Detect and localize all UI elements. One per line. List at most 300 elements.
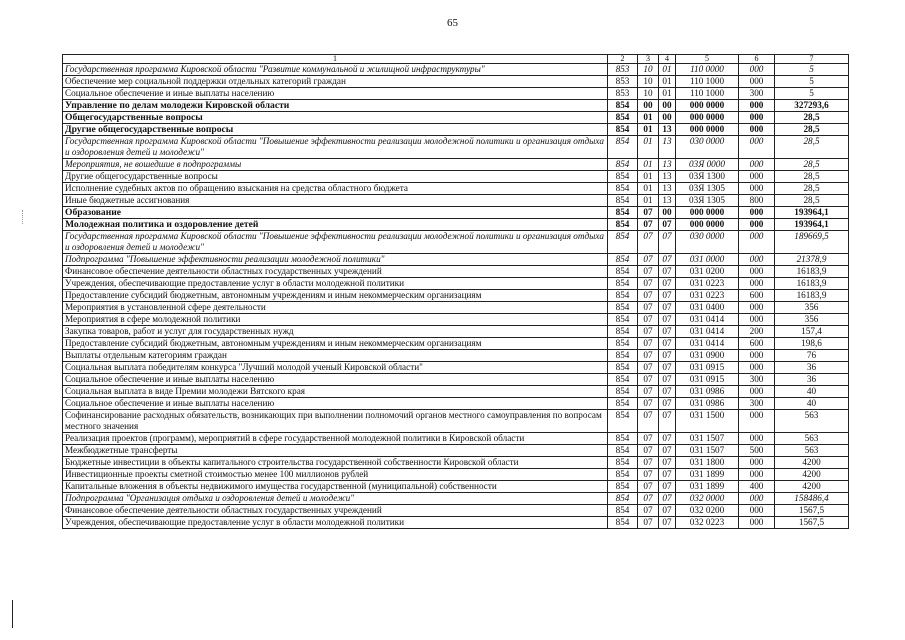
row-subsection-cell: 07 xyxy=(659,314,676,326)
row-name-cell: Другие общегосударственные вопросы xyxy=(63,124,608,136)
row-expense-type-cell: 000 xyxy=(739,64,775,76)
page-number: 65 xyxy=(447,17,458,29)
table-row xyxy=(63,457,849,469)
row-amount-cell: 16183,9 xyxy=(775,290,849,302)
row-section-cell: 10 xyxy=(638,76,659,88)
row-section-cell: 07 xyxy=(638,207,659,219)
row-target-article-cell: 030 0000 xyxy=(676,136,739,159)
row-admin-code-cell: 854 xyxy=(608,266,638,278)
row-amount-cell: 563 xyxy=(775,433,849,445)
row-amount-cell: 198,6 xyxy=(775,338,849,350)
row-subsection-cell: 07 xyxy=(659,469,676,481)
row-target-article-cell: 000 0000 xyxy=(676,219,739,231)
row-amount-cell: 28,5 xyxy=(775,171,849,183)
row-name-cell: Мероприятия в сфере молодежной политики xyxy=(63,314,608,326)
row-expense-type-cell: 000 xyxy=(739,219,775,231)
row-amount-cell: 157,4 xyxy=(775,326,849,338)
row-admin-code-cell: 854 xyxy=(608,100,638,112)
row-amount-cell: 36 xyxy=(775,362,849,374)
row-name-cell: Государственная программа Кировской области "Повышение эффективности реализации молодежной политики и организация отдыха и оздоровления детей и молодежи" xyxy=(63,231,608,254)
row-admin-code-cell: 854 xyxy=(608,278,638,290)
row-subsection-cell: 07 xyxy=(659,338,676,350)
row-target-article-cell: 031 0986 xyxy=(676,398,739,410)
row-subsection-cell: 07 xyxy=(659,302,676,314)
row-subsection-cell: 13 xyxy=(659,159,676,171)
table-row xyxy=(63,338,849,350)
row-amount-cell: 189669,5 xyxy=(775,231,849,254)
row-expense-type-cell: 400 xyxy=(739,481,775,493)
table-row xyxy=(63,124,849,136)
table-row xyxy=(63,88,849,100)
table-row xyxy=(63,374,849,386)
table-row xyxy=(63,505,849,517)
row-expense-type-cell: 000 xyxy=(739,100,775,112)
row-amount-cell: 563 xyxy=(775,410,849,433)
row-expense-type-cell: 000 xyxy=(739,469,775,481)
row-admin-code-cell: 854 xyxy=(608,136,638,159)
table-row xyxy=(63,517,849,529)
row-admin-code-cell: 854 xyxy=(608,517,638,529)
header-cell-4: 4 xyxy=(659,55,676,64)
row-amount-cell: 28,5 xyxy=(775,195,849,207)
row-name-cell: Социальное обеспечение и иные выплаты населению xyxy=(63,398,608,410)
table-row xyxy=(63,433,849,445)
header-cell-2: 2 xyxy=(608,55,638,64)
row-section-cell: 07 xyxy=(638,457,659,469)
table-row xyxy=(63,445,849,457)
row-amount-cell: 28,5 xyxy=(775,112,849,124)
row-expense-type-cell: 600 xyxy=(739,338,775,350)
table-row xyxy=(63,183,849,195)
row-name-cell: Выплаты отдельным категориям граждан xyxy=(63,350,608,362)
row-name-cell: Инвестиционные проекты сметной стоимостью менее 100 миллионов рублей xyxy=(63,469,608,481)
row-expense-type-cell: 000 xyxy=(739,505,775,517)
row-admin-code-cell: 854 xyxy=(608,386,638,398)
row-amount-cell: 16183,9 xyxy=(775,266,849,278)
row-amount-cell: 76 xyxy=(775,350,849,362)
row-name-cell: Реализация проектов (программ), мероприятий в сфере государственной молодежной политики в Кировской области xyxy=(63,433,608,445)
row-amount-cell: 5 xyxy=(775,88,849,100)
row-section-cell: 07 xyxy=(638,469,659,481)
row-expense-type-cell: 000 xyxy=(739,493,775,505)
row-subsection-cell: 07 xyxy=(659,362,676,374)
row-target-article-cell: 031 0000 xyxy=(676,254,739,266)
row-target-article-cell: 031 0400 xyxy=(676,302,739,314)
row-amount-cell: 40 xyxy=(775,386,849,398)
row-subsection-cell: 07 xyxy=(659,398,676,410)
table-row xyxy=(63,231,849,254)
row-target-article-cell: 031 0200 xyxy=(676,266,739,278)
margin-mark xyxy=(12,600,13,628)
row-name-cell: Государственная программа Кировской области "Повышение эффективности реализации молодежной политики и организация отдыха и оздоровления детей и молодежи" xyxy=(63,136,608,159)
row-section-cell: 01 xyxy=(638,159,659,171)
row-target-article-cell: 03Я 0000 xyxy=(676,159,739,171)
row-name-cell: Учреждения, обеспечивающие предоставление услуг в области молодежной политики xyxy=(63,278,608,290)
row-section-cell: 07 xyxy=(638,266,659,278)
row-name-cell: Подпрограмма "Организация отдыха и оздоровления детей и молодежи" xyxy=(63,493,608,505)
row-admin-code-cell: 854 xyxy=(608,457,638,469)
row-subsection-cell: 07 xyxy=(659,517,676,529)
row-expense-type-cell: 000 xyxy=(739,433,775,445)
row-subsection-cell: 00 xyxy=(659,100,676,112)
row-name-cell: Софинансирование расходных обязательств, возникающих при выполнении полномочий органов местного самоуправления по вопросам местного значения xyxy=(63,410,608,433)
row-expense-type-cell: 000 xyxy=(739,517,775,529)
table-row xyxy=(63,469,849,481)
row-subsection-cell: 07 xyxy=(659,266,676,278)
row-amount-cell: 193964,1 xyxy=(775,207,849,219)
row-subsection-cell: 07 xyxy=(659,386,676,398)
row-amount-cell: 4200 xyxy=(775,457,849,469)
row-expense-type-cell: 000 xyxy=(739,410,775,433)
row-section-cell: 01 xyxy=(638,183,659,195)
row-admin-code-cell: 854 xyxy=(608,374,638,386)
row-name-cell: Предоставление субсидий бюджетным, автономным учреждениям и иным некоммерческим организациям xyxy=(63,290,608,302)
header-cell-5: 5 xyxy=(676,55,739,64)
table-row xyxy=(63,302,849,314)
row-target-article-cell: 031 0414 xyxy=(676,338,739,350)
row-admin-code-cell: 853 xyxy=(608,76,638,88)
row-amount-cell: 563 xyxy=(775,445,849,457)
row-admin-code-cell: 854 xyxy=(608,398,638,410)
row-target-article-cell: 031 0223 xyxy=(676,290,739,302)
row-subsection-cell: 07 xyxy=(659,219,676,231)
row-section-cell: 07 xyxy=(638,278,659,290)
row-section-cell: 01 xyxy=(638,124,659,136)
row-amount-cell: 40 xyxy=(775,398,849,410)
table-row xyxy=(63,254,849,266)
row-section-cell: 07 xyxy=(638,290,659,302)
row-section-cell: 01 xyxy=(638,136,659,159)
row-name-cell: Финансовое обеспечение деятельности областных государственных учреждений xyxy=(63,266,608,278)
row-amount-cell: 36 xyxy=(775,374,849,386)
row-target-article-cell: 031 0414 xyxy=(676,314,739,326)
row-name-cell: Финансовое обеспечение деятельности областных государственных учреждений xyxy=(63,505,608,517)
row-expense-type-cell: 000 xyxy=(739,302,775,314)
row-subsection-cell: 01 xyxy=(659,64,676,76)
row-target-article-cell: 110 1000 xyxy=(676,88,739,100)
row-name-cell: Социальная выплата в виде Премии молодежи Вятского края xyxy=(63,386,608,398)
budget-table xyxy=(62,54,849,529)
row-subsection-cell: 13 xyxy=(659,124,676,136)
row-admin-code-cell: 854 xyxy=(608,362,638,374)
row-target-article-cell: 000 0000 xyxy=(676,207,739,219)
row-subsection-cell: 07 xyxy=(659,457,676,469)
row-subsection-cell: 07 xyxy=(659,326,676,338)
row-section-cell: 07 xyxy=(638,302,659,314)
margin-mark xyxy=(22,210,23,224)
row-name-cell: Мероприятия в установленной сфере деятельности xyxy=(63,302,608,314)
row-subsection-cell: 07 xyxy=(659,374,676,386)
row-expense-type-cell: 300 xyxy=(739,374,775,386)
row-subsection-cell: 07 xyxy=(659,445,676,457)
row-section-cell: 07 xyxy=(638,505,659,517)
row-subsection-cell: 01 xyxy=(659,76,676,88)
row-admin-code-cell: 854 xyxy=(608,183,638,195)
row-subsection-cell: 13 xyxy=(659,195,676,207)
row-target-article-cell: 031 0915 xyxy=(676,362,739,374)
row-name-cell: Исполнение судебных актов по обращению взыскания на средства областного бюджета xyxy=(63,183,608,195)
row-admin-code-cell: 854 xyxy=(608,445,638,457)
row-name-cell: Общегосударственные вопросы xyxy=(63,112,608,124)
row-name-cell: Предоставление субсидий бюджетным, автономным учреждениям и иным некоммерческим организациям xyxy=(63,338,608,350)
row-amount-cell: 193964,1 xyxy=(775,219,849,231)
row-target-article-cell: 03Я 1305 xyxy=(676,195,739,207)
row-admin-code-cell: 854 xyxy=(608,112,638,124)
table-row xyxy=(63,278,849,290)
row-admin-code-cell: 854 xyxy=(608,505,638,517)
table-row xyxy=(63,314,849,326)
row-subsection-cell: 13 xyxy=(659,171,676,183)
table-row xyxy=(63,207,849,219)
row-target-article-cell: 031 0915 xyxy=(676,374,739,386)
row-target-article-cell: 031 1899 xyxy=(676,481,739,493)
table-row xyxy=(63,266,849,278)
row-section-cell: 01 xyxy=(638,195,659,207)
row-expense-type-cell: 000 xyxy=(739,386,775,398)
row-target-article-cell: 031 0986 xyxy=(676,386,739,398)
table-row xyxy=(63,326,849,338)
row-amount-cell: 5 xyxy=(775,64,849,76)
row-amount-cell: 356 xyxy=(775,314,849,326)
row-amount-cell: 327293,6 xyxy=(775,100,849,112)
row-name-cell: Социальное обеспечение и иные выплаты населению xyxy=(63,374,608,386)
header-cell-1: 1 xyxy=(63,55,608,64)
row-expense-type-cell: 000 xyxy=(739,457,775,469)
row-admin-code-cell: 854 xyxy=(608,326,638,338)
row-name-cell: Социальное обеспечение и иные выплаты населению xyxy=(63,88,608,100)
row-section-cell: 00 xyxy=(638,100,659,112)
table-body xyxy=(63,55,849,529)
row-admin-code-cell: 854 xyxy=(608,481,638,493)
row-expense-type-cell: 300 xyxy=(739,398,775,410)
row-admin-code-cell: 853 xyxy=(608,64,638,76)
row-admin-code-cell: 854 xyxy=(608,314,638,326)
row-admin-code-cell: 854 xyxy=(608,290,638,302)
row-expense-type-cell: 000 xyxy=(739,278,775,290)
row-subsection-cell: 07 xyxy=(659,433,676,445)
row-name-cell: Другие общегосударственные вопросы xyxy=(63,171,608,183)
row-admin-code-cell: 854 xyxy=(608,338,638,350)
row-target-article-cell: 031 1899 xyxy=(676,469,739,481)
table-row xyxy=(63,100,849,112)
row-amount-cell: 356 xyxy=(775,302,849,314)
row-amount-cell: 21378,9 xyxy=(775,254,849,266)
row-name-cell: Учреждения, обеспечивающие предоставление услуг в области молодежной политики xyxy=(63,517,608,529)
row-subsection-cell: 07 xyxy=(659,231,676,254)
row-admin-code-cell: 854 xyxy=(608,302,638,314)
row-admin-code-cell: 854 xyxy=(608,195,638,207)
row-amount-cell: 28,5 xyxy=(775,124,849,136)
row-target-article-cell: 03Я 1305 xyxy=(676,183,739,195)
row-subsection-cell: 07 xyxy=(659,278,676,290)
row-target-article-cell: 110 0000 xyxy=(676,64,739,76)
row-section-cell: 07 xyxy=(638,398,659,410)
row-section-cell: 10 xyxy=(638,88,659,100)
row-expense-type-cell: 500 xyxy=(739,445,775,457)
row-target-article-cell: 031 1507 xyxy=(676,445,739,457)
row-subsection-cell: 07 xyxy=(659,481,676,493)
row-admin-code-cell: 854 xyxy=(608,433,638,445)
row-subsection-cell: 07 xyxy=(659,410,676,433)
row-subsection-cell: 00 xyxy=(659,207,676,219)
row-admin-code-cell: 854 xyxy=(608,493,638,505)
table-row xyxy=(63,398,849,410)
row-subsection-cell: 01 xyxy=(659,88,676,100)
row-target-article-cell: 032 0223 xyxy=(676,517,739,529)
header-row xyxy=(63,55,849,64)
row-section-cell: 07 xyxy=(638,219,659,231)
table-row xyxy=(63,76,849,88)
row-admin-code-cell: 854 xyxy=(608,469,638,481)
row-subsection-cell: 07 xyxy=(659,505,676,517)
table-row xyxy=(63,64,849,76)
row-target-article-cell: 031 0900 xyxy=(676,350,739,362)
row-target-article-cell: 031 1507 xyxy=(676,433,739,445)
row-name-cell: Управление по делам молодежи Кировской области xyxy=(63,100,608,112)
row-section-cell: 07 xyxy=(638,493,659,505)
row-target-article-cell: 031 0223 xyxy=(676,278,739,290)
row-subsection-cell: 07 xyxy=(659,290,676,302)
row-expense-type-cell: 000 xyxy=(739,112,775,124)
row-expense-type-cell: 000 xyxy=(739,159,775,171)
row-expense-type-cell: 000 xyxy=(739,171,775,183)
row-admin-code-cell: 854 xyxy=(608,124,638,136)
row-admin-code-cell: 853 xyxy=(608,88,638,100)
row-target-article-cell: 031 1500 xyxy=(676,410,739,433)
table-row xyxy=(63,362,849,374)
table-row xyxy=(63,159,849,171)
row-name-cell: Закупка товаров, работ и услуг для государственных нужд xyxy=(63,326,608,338)
row-amount-cell: 28,5 xyxy=(775,183,849,195)
row-target-article-cell: 031 0414 xyxy=(676,326,739,338)
row-amount-cell: 158486,4 xyxy=(775,493,849,505)
row-section-cell: 07 xyxy=(638,314,659,326)
row-expense-type-cell: 000 xyxy=(739,350,775,362)
row-section-cell: 07 xyxy=(638,374,659,386)
row-target-article-cell: 000 0000 xyxy=(676,112,739,124)
header-cell-7: 7 xyxy=(775,55,849,64)
row-amount-cell: 4200 xyxy=(775,481,849,493)
table-row xyxy=(63,171,849,183)
row-admin-code-cell: 854 xyxy=(608,410,638,433)
table-row xyxy=(63,112,849,124)
row-section-cell: 01 xyxy=(638,112,659,124)
row-name-cell: Социальная выплата победителям конкурса "Лучший молодой ученый Кировской области" xyxy=(63,362,608,374)
row-amount-cell: 28,5 xyxy=(775,136,849,159)
row-section-cell: 10 xyxy=(638,64,659,76)
row-section-cell: 07 xyxy=(638,386,659,398)
row-target-article-cell: 000 0000 xyxy=(676,124,739,136)
table-row xyxy=(63,410,849,433)
row-target-article-cell: 032 0000 xyxy=(676,493,739,505)
row-expense-type-cell: 000 xyxy=(739,124,775,136)
row-section-cell: 07 xyxy=(638,362,659,374)
row-expense-type-cell: 200 xyxy=(739,326,775,338)
row-name-cell: Межбюджетные трансферты xyxy=(63,445,608,457)
row-subsection-cell: 07 xyxy=(659,350,676,362)
row-expense-type-cell: 000 xyxy=(739,314,775,326)
row-amount-cell: 4200 xyxy=(775,469,849,481)
row-expense-type-cell: 000 xyxy=(739,136,775,159)
row-amount-cell: 1567,5 xyxy=(775,505,849,517)
row-admin-code-cell: 854 xyxy=(608,231,638,254)
row-name-cell: Капитальные вложения в объекты недвижимого имущества государственной (муниципальной) собственности xyxy=(63,481,608,493)
row-amount-cell: 28,5 xyxy=(775,159,849,171)
row-name-cell: Обеспечение мер социальной поддержки отдельных категорий граждан xyxy=(63,76,608,88)
row-name-cell: Мероприятия, не вошедшие в подпрограммы xyxy=(63,159,608,171)
table-row xyxy=(63,481,849,493)
row-expense-type-cell: 000 xyxy=(739,207,775,219)
row-name-cell: Молодежная политика и оздоровление детей xyxy=(63,219,608,231)
row-expense-type-cell: 000 xyxy=(739,183,775,195)
row-amount-cell: 16183,9 xyxy=(775,278,849,290)
row-subsection-cell: 00 xyxy=(659,112,676,124)
row-admin-code-cell: 854 xyxy=(608,207,638,219)
row-section-cell: 07 xyxy=(638,481,659,493)
row-section-cell: 07 xyxy=(638,445,659,457)
row-expense-type-cell: 000 xyxy=(739,362,775,374)
table-row xyxy=(63,350,849,362)
row-section-cell: 07 xyxy=(638,338,659,350)
row-admin-code-cell: 854 xyxy=(608,254,638,266)
row-target-article-cell: 030 0000 xyxy=(676,231,739,254)
row-subsection-cell: 13 xyxy=(659,136,676,159)
row-name-cell: Бюджетные инвестиции в объекты капитального строительства государственной собственности Кировской области xyxy=(63,457,608,469)
row-target-article-cell: 03Я 1300 xyxy=(676,171,739,183)
row-target-article-cell: 000 0000 xyxy=(676,100,739,112)
row-expense-type-cell: 000 xyxy=(739,254,775,266)
table-row xyxy=(63,290,849,302)
row-expense-type-cell: 000 xyxy=(739,266,775,278)
table-row xyxy=(63,493,849,505)
row-expense-type-cell: 300 xyxy=(739,88,775,100)
row-section-cell: 07 xyxy=(638,517,659,529)
row-target-article-cell: 110 1000 xyxy=(676,76,739,88)
row-section-cell: 07 xyxy=(638,231,659,254)
row-target-article-cell: 032 0200 xyxy=(676,505,739,517)
row-target-article-cell: 031 1800 xyxy=(676,457,739,469)
row-amount-cell: 5 xyxy=(775,76,849,88)
row-subsection-cell: 07 xyxy=(659,493,676,505)
row-admin-code-cell: 854 xyxy=(608,350,638,362)
row-name-cell: Иные бюджетные ассигнования xyxy=(63,195,608,207)
table-row xyxy=(63,136,849,159)
row-section-cell: 07 xyxy=(638,254,659,266)
row-section-cell: 01 xyxy=(638,171,659,183)
header-cell-3: 3 xyxy=(638,55,659,64)
row-name-cell: Подпрограмма "Повышение эффективности реализации молодежной политики" xyxy=(63,254,608,266)
row-admin-code-cell: 854 xyxy=(608,219,638,231)
row-expense-type-cell: 600 xyxy=(739,290,775,302)
row-name-cell: Образование xyxy=(63,207,608,219)
row-section-cell: 07 xyxy=(638,326,659,338)
table-row xyxy=(63,219,849,231)
row-name-cell: Государственная программа Кировской области "Развитие коммунальной и жилищной инфраструктуры" xyxy=(63,64,608,76)
row-amount-cell: 1567,5 xyxy=(775,517,849,529)
row-expense-type-cell: 000 xyxy=(739,76,775,88)
row-section-cell: 07 xyxy=(638,410,659,433)
row-subsection-cell: 13 xyxy=(659,183,676,195)
row-subsection-cell: 07 xyxy=(659,254,676,266)
row-admin-code-cell: 854 xyxy=(608,159,638,171)
row-section-cell: 07 xyxy=(638,433,659,445)
header-cell-6: 6 xyxy=(739,55,775,64)
table-row xyxy=(63,386,849,398)
table-row xyxy=(63,195,849,207)
row-section-cell: 07 xyxy=(638,350,659,362)
row-expense-type-cell: 800 xyxy=(739,195,775,207)
row-admin-code-cell: 854 xyxy=(608,171,638,183)
